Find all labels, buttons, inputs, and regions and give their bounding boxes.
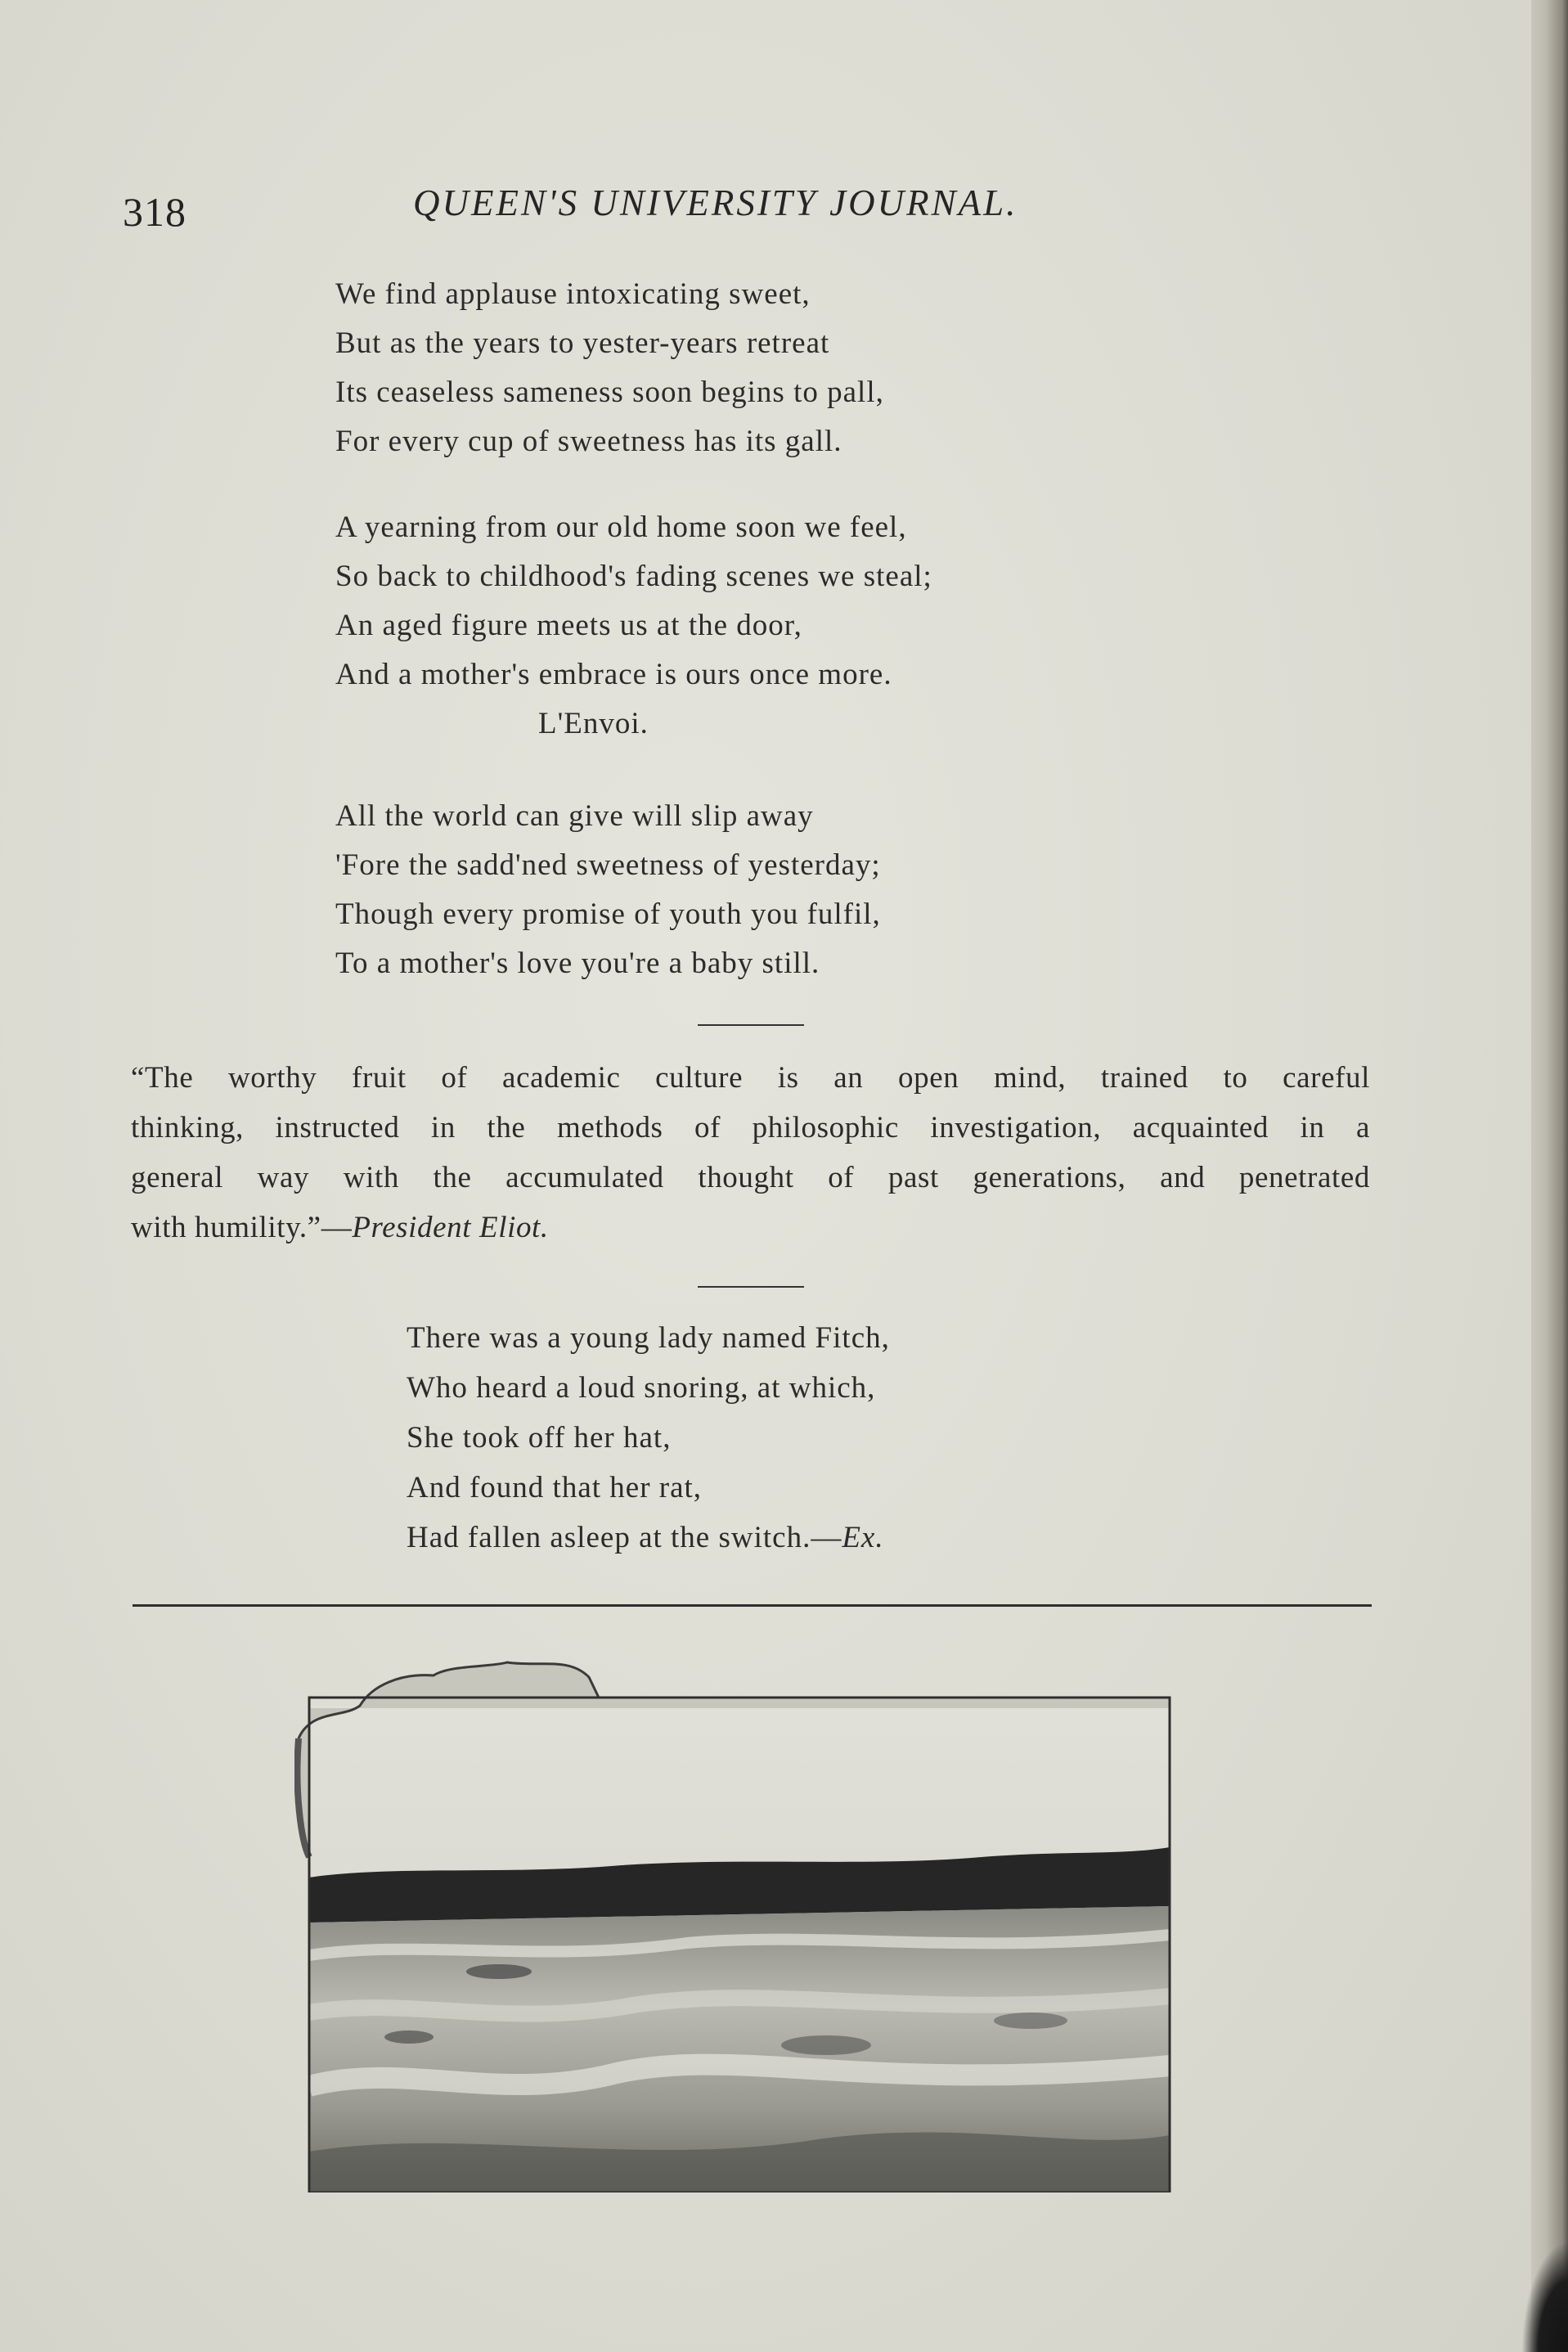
limerick-line: And found that her rat, [407, 1471, 703, 1504]
photo-rock [466, 1964, 532, 1979]
section-divider [698, 1024, 804, 1026]
poem-line: Though every promise of youth you fulfil, [335, 897, 881, 931]
page-header [0, 182, 1538, 239]
limerick-line [407, 1513, 890, 1563]
poem-line: An aged figure meets us at the door, [335, 609, 802, 642]
poem-line: And a mother's embrace is ours once more. [335, 658, 892, 691]
page-corner-shadow [1521, 2242, 1568, 2352]
photo-rock [781, 2035, 871, 2055]
full-width-rule [133, 1604, 1372, 1607]
poem-line: Its ceaseless sameness soon begins to pall, [335, 376, 884, 409]
section-divider [698, 1286, 804, 1288]
poem-line: 'Fore the sadd'ned sweetness of yesterday; [335, 848, 881, 882]
photo-rock [384, 2030, 434, 2044]
quote-line: “The worthy fruit of academic culture is an open mind, trained to careful [131, 1061, 1370, 1095]
poem-line: To a mother's love you're a baby still. [335, 947, 820, 980]
envoi-heading: L'Envoi. [538, 707, 649, 740]
landscape-photograph [294, 1661, 1178, 2192]
eliot-quote [131, 1053, 1370, 1252]
poem-stanza-3 [335, 792, 881, 988]
poem-stanza-2 [335, 503, 932, 699]
poem-stanza-1 [335, 270, 884, 466]
page-binding-edge [1531, 0, 1568, 2352]
poem-line: All the world can give will slip away [335, 799, 814, 833]
quote-line: general way with the accumulated thought of past generations, and penetrated [131, 1161, 1370, 1194]
limerick-line: There was a young lady named Fitch, [407, 1321, 890, 1355]
quote-line: with humility.”— [131, 1211, 353, 1244]
quote-attribution: President Eliot. [352, 1211, 549, 1244]
limerick-line: She took off her hat, [407, 1421, 672, 1455]
quote-line: thinking, instructed in the methods of philosophic investigation, acquainted in a [131, 1111, 1370, 1145]
limerick-line: Who heard a loud snoring, at which, [407, 1371, 876, 1405]
page-number: 318 [123, 189, 186, 235]
poem-line: So back to childhood's fading scenes we steal; [335, 560, 932, 593]
limerick [407, 1313, 890, 1563]
poem-line: We find applause intoxicating sweet, [335, 277, 811, 311]
poem-line: For every cup of sweetness has its gall. [335, 425, 842, 458]
quote-last-line [131, 1203, 1370, 1252]
limerick-credit: Ex. [842, 1521, 884, 1554]
running-head: QUEEN'S UNIVERSITY JOURNAL. [413, 182, 1018, 223]
poem-line: But as the years to yester-years retreat [335, 326, 830, 360]
photo-rock [994, 2012, 1067, 2029]
limerick-last-line: Had fallen asleep at the switch.— [407, 1521, 842, 1554]
poem-line: A yearning from our old home soon we feel, [335, 510, 907, 544]
